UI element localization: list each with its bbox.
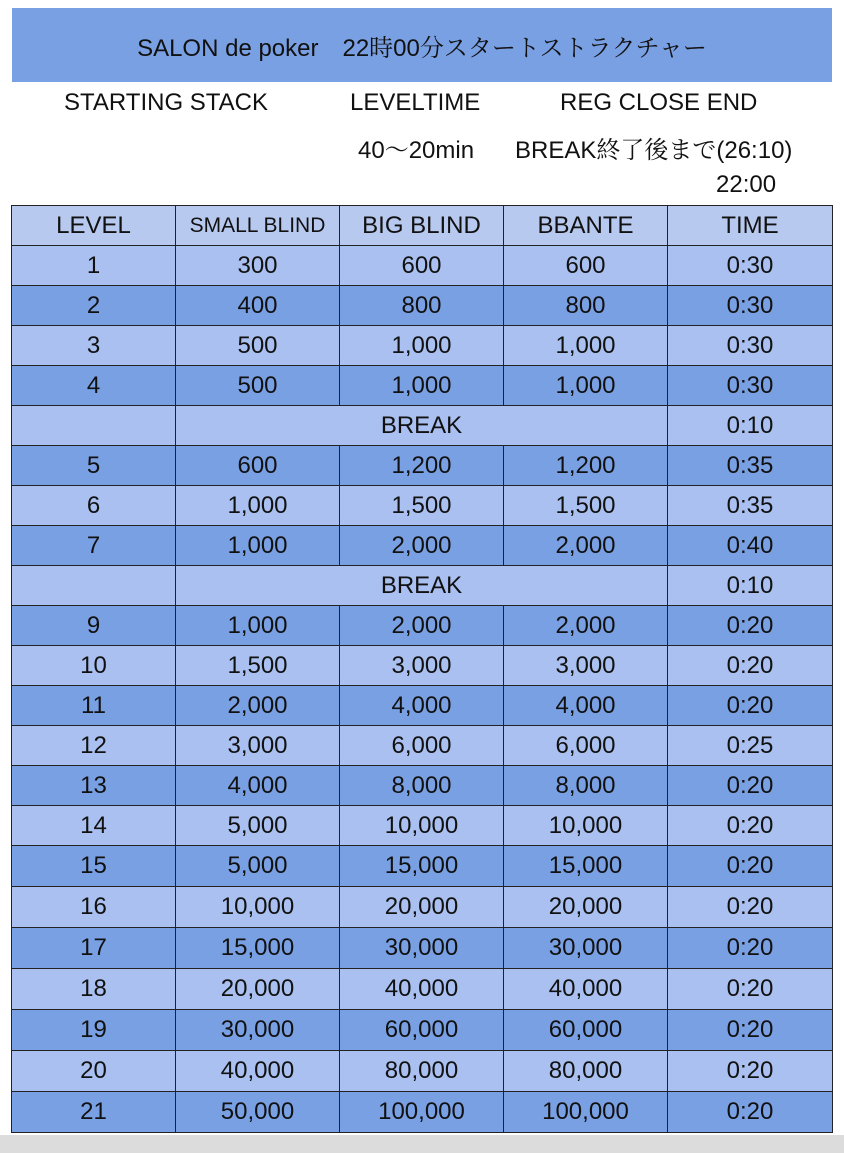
bbante-cell: 60,000: [504, 1010, 668, 1051]
small-blind-cell: 300: [176, 246, 340, 286]
time-cell: 0:20: [668, 969, 833, 1010]
small-blind-cell: 30,000: [176, 1010, 340, 1051]
big-blind-cell: 1,200: [340, 446, 504, 486]
level-cell: 17: [12, 928, 176, 969]
small-blind-cell: 2,000: [176, 686, 340, 726]
level-cell: 1: [12, 246, 176, 286]
time-cell: 0:20: [668, 887, 833, 928]
header-level: LEVEL: [12, 206, 176, 246]
big-blind-cell: 1,000: [340, 326, 504, 366]
time-cell: 0:35: [668, 486, 833, 526]
big-blind-cell: 6,000: [340, 726, 504, 766]
big-blind-cell: 10,000: [340, 806, 504, 846]
time-cell: 0:20: [668, 606, 833, 646]
small-blind-cell: 5,000: [176, 806, 340, 846]
big-blind-cell: 100,000: [340, 1092, 504, 1133]
time-cell: 0:10: [668, 566, 833, 606]
table-row: [12, 646, 833, 686]
time-cell: 0:20: [668, 1051, 833, 1092]
break-label: BREAK: [176, 406, 668, 446]
break-row: [12, 566, 833, 606]
table-row: [12, 726, 833, 766]
small-blind-cell: 500: [176, 366, 340, 406]
level-cell: 16: [12, 887, 176, 928]
bbante-cell: 80,000: [504, 1051, 668, 1092]
small-blind-cell: 1,500: [176, 646, 340, 686]
time-cell: 0:20: [668, 686, 833, 726]
big-blind-cell: 4,000: [340, 686, 504, 726]
big-blind-cell: 2,000: [340, 606, 504, 646]
table-row: [12, 846, 833, 887]
big-blind-cell: 8,000: [340, 766, 504, 806]
bbante-cell: 20,000: [504, 887, 668, 928]
small-blind-cell: 10,000: [176, 887, 340, 928]
level-cell: 7: [12, 526, 176, 566]
time-cell: 0:30: [668, 326, 833, 366]
big-blind-cell: 2,000: [340, 526, 504, 566]
level-cell: [12, 566, 176, 606]
level-cell: 3: [12, 326, 176, 366]
bbante-cell: 800: [504, 286, 668, 326]
level-cell: 21: [12, 1092, 176, 1133]
small-blind-cell: 50,000: [176, 1092, 340, 1133]
bbante-cell: 1,200: [504, 446, 668, 486]
bbante-cell: 1,500: [504, 486, 668, 526]
small-blind-cell: 5,000: [176, 846, 340, 887]
table-row: [12, 766, 833, 806]
start-time: 22:00: [716, 171, 777, 198]
break-row: [12, 406, 833, 446]
big-blind-cell: 80,000: [340, 1051, 504, 1092]
time-cell: 0:25: [668, 726, 833, 766]
starting-stack-label: STARTING STACK: [64, 89, 269, 116]
big-blind-cell: 1,500: [340, 486, 504, 526]
small-blind-cell: 400: [176, 286, 340, 326]
table-row: [12, 887, 833, 928]
table-row: [12, 246, 833, 286]
big-blind-cell: 20,000: [340, 887, 504, 928]
page-title: SALON de poker 22時00分スタートストラクチャー: [137, 34, 707, 62]
header-big-blind: BIG BLIND: [340, 206, 504, 246]
time-cell: 0:20: [668, 646, 833, 686]
time-cell: 0:30: [668, 286, 833, 326]
small-blind-cell: 20,000: [176, 969, 340, 1010]
table-row: [12, 326, 833, 366]
bbante-cell: 30,000: [504, 928, 668, 969]
table-row: [12, 286, 833, 326]
table-row: [12, 806, 833, 846]
header-bbante: BBANTE: [504, 206, 668, 246]
table-header-row: [12, 206, 833, 246]
table-row: [12, 526, 833, 566]
big-blind-cell: 30,000: [340, 928, 504, 969]
big-blind-cell: 800: [340, 286, 504, 326]
bbante-cell: 4,000: [504, 686, 668, 726]
small-blind-cell: 3,000: [176, 726, 340, 766]
small-blind-cell: 15,000: [176, 928, 340, 969]
level-cell: 19: [12, 1010, 176, 1051]
time-cell: 0:20: [668, 846, 833, 887]
header-time: TIME: [668, 206, 833, 246]
bbante-cell: 8,000: [504, 766, 668, 806]
level-cell: 11: [12, 686, 176, 726]
level-cell: 4: [12, 366, 176, 406]
time-cell: 0:20: [668, 1010, 833, 1051]
big-blind-cell: 1,000: [340, 366, 504, 406]
leveltime-value: 40〜20min: [358, 137, 475, 164]
blind-structure-table: [11, 205, 833, 1133]
time-cell: 0:30: [668, 366, 833, 406]
header-small-blind: SMALL BLIND: [176, 206, 340, 246]
bbante-cell: 2,000: [504, 606, 668, 646]
table-row: [12, 928, 833, 969]
time-cell: 0:35: [668, 446, 833, 486]
level-cell: 14: [12, 806, 176, 846]
reg-close-value: BREAK終了後まで(26:10): [515, 137, 793, 164]
small-blind-cell: 40,000: [176, 1051, 340, 1092]
bbante-cell: 3,000: [504, 646, 668, 686]
bbante-cell: 600: [504, 246, 668, 286]
time-cell: 0:10: [668, 406, 833, 446]
table-row: [12, 1010, 833, 1051]
table-row: [12, 486, 833, 526]
table-row: [12, 969, 833, 1010]
time-cell: 0:40: [668, 526, 833, 566]
bbante-cell: 1,000: [504, 366, 668, 406]
table-row: [12, 366, 833, 406]
bbante-cell: 1,000: [504, 326, 668, 366]
big-blind-cell: 40,000: [340, 969, 504, 1010]
small-blind-cell: 1,000: [176, 486, 340, 526]
time-cell: 0:20: [668, 766, 833, 806]
level-cell: 6: [12, 486, 176, 526]
bbante-cell: 100,000: [504, 1092, 668, 1133]
bbante-cell: 6,000: [504, 726, 668, 766]
time-cell: 0:20: [668, 1092, 833, 1133]
bbante-cell: 10,000: [504, 806, 668, 846]
time-cell: 0:20: [668, 806, 833, 846]
bbante-cell: 2,000: [504, 526, 668, 566]
level-cell: 2: [12, 286, 176, 326]
table-row: [12, 1051, 833, 1092]
big-blind-cell: 60,000: [340, 1010, 504, 1051]
level-cell: 5: [12, 446, 176, 486]
table-row: [12, 686, 833, 726]
table-row: [12, 606, 833, 646]
big-blind-cell: 15,000: [340, 846, 504, 887]
level-cell: 18: [12, 969, 176, 1010]
level-cell: 10: [12, 646, 176, 686]
level-cell: 13: [12, 766, 176, 806]
level-cell: 20: [12, 1051, 176, 1092]
reg-close-label: REG CLOSE END: [560, 89, 758, 116]
time-cell: 0:20: [668, 928, 833, 969]
small-blind-cell: 500: [176, 326, 340, 366]
table-row: [12, 1092, 833, 1133]
table-row: [12, 446, 833, 486]
level-cell: 9: [12, 606, 176, 646]
time-cell: 0:30: [668, 246, 833, 286]
break-label: BREAK: [176, 566, 668, 606]
small-blind-cell: 1,000: [176, 526, 340, 566]
title-banner: [12, 8, 832, 82]
level-cell: [12, 406, 176, 446]
small-blind-cell: 1,000: [176, 606, 340, 646]
bbante-cell: 15,000: [504, 846, 668, 887]
bottom-bar: [0, 1135, 844, 1153]
level-cell: 12: [12, 726, 176, 766]
bbante-cell: 40,000: [504, 969, 668, 1010]
big-blind-cell: 600: [340, 246, 504, 286]
small-blind-cell: 600: [176, 446, 340, 486]
leveltime-label: LEVELTIME: [350, 89, 481, 116]
level-cell: 15: [12, 846, 176, 887]
small-blind-cell: 4,000: [176, 766, 340, 806]
big-blind-cell: 3,000: [340, 646, 504, 686]
